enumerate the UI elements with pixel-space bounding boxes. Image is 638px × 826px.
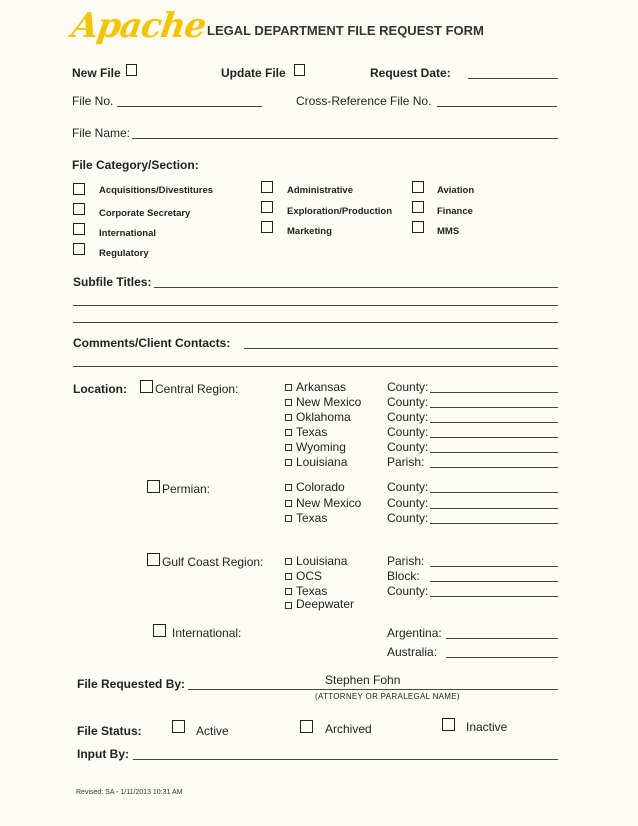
county-label: County: bbox=[387, 440, 429, 454]
county-label: County: bbox=[387, 511, 429, 525]
file-name-label: File Name: bbox=[72, 126, 131, 140]
file-no-label: File No. bbox=[72, 94, 114, 108]
cat-marketing-label: Marketing bbox=[287, 226, 332, 237]
apache-logo: Apache bbox=[69, 6, 209, 46]
gulf-coast-label: Gulf Coast Region: bbox=[162, 555, 264, 569]
australia-field[interactable] bbox=[446, 657, 558, 658]
state-oklahoma: Oklahoma bbox=[296, 410, 351, 424]
comments-line-2[interactable] bbox=[73, 366, 558, 367]
state-checkbox[interactable] bbox=[285, 602, 292, 609]
argentina-field[interactable] bbox=[446, 638, 558, 639]
cat-international-label: International bbox=[99, 228, 157, 239]
state-checkbox[interactable] bbox=[285, 399, 292, 406]
comments-field[interactable] bbox=[244, 348, 558, 349]
australia-label: Australia: bbox=[387, 645, 438, 659]
block-field[interactable] bbox=[430, 581, 558, 582]
input-by-field[interactable] bbox=[133, 759, 558, 760]
cat-mms-label: MMS bbox=[437, 226, 460, 237]
status-archived-checkbox[interactable] bbox=[300, 720, 313, 733]
cat-administrative-checkbox[interactable] bbox=[261, 181, 273, 193]
state-checkbox[interactable] bbox=[285, 459, 292, 466]
status-active-checkbox[interactable] bbox=[172, 720, 185, 733]
county-field[interactable] bbox=[430, 508, 558, 509]
cat-acquisitions-label: Acquisitions/Divestitures bbox=[99, 185, 214, 196]
comments-label: Comments/Client Contacts: bbox=[73, 336, 231, 350]
state-checkbox[interactable] bbox=[285, 484, 292, 491]
parish-field[interactable] bbox=[430, 467, 558, 468]
form-title: LEGAL DEPARTMENT FILE REQUEST FORM bbox=[207, 23, 484, 38]
county-label: County: bbox=[387, 496, 429, 510]
state-checkbox[interactable] bbox=[285, 558, 292, 565]
permian-label: Permian: bbox=[162, 482, 211, 496]
cross-ref-field[interactable] bbox=[437, 106, 557, 107]
subfile-field[interactable] bbox=[154, 287, 558, 288]
cat-acquisitions-checkbox[interactable] bbox=[73, 183, 85, 195]
state-louisiana: Louisiana bbox=[296, 455, 348, 469]
subfile-line-3[interactable] bbox=[73, 322, 558, 323]
central-region-checkbox[interactable] bbox=[140, 380, 153, 393]
county-label: County: bbox=[387, 410, 429, 424]
location-label: Location: bbox=[73, 382, 127, 396]
cat-exploration-label: Exploration/Production bbox=[287, 206, 393, 217]
new-file-label: New File bbox=[72, 66, 121, 80]
parish-label: Parish: bbox=[387, 455, 425, 469]
state-checkbox[interactable] bbox=[285, 384, 292, 391]
status-inactive-label: Inactive bbox=[466, 720, 508, 734]
cat-regulatory-label: Regulatory bbox=[99, 248, 149, 259]
county-label: County: bbox=[387, 380, 429, 394]
requested-by-name: Stephen Fohn bbox=[325, 673, 401, 687]
status-inactive-checkbox[interactable] bbox=[442, 718, 455, 731]
state-colorado: Colorado bbox=[296, 480, 345, 494]
file-no-field[interactable] bbox=[117, 106, 262, 107]
state-new-mexico: New Mexico bbox=[296, 395, 362, 409]
file-name-field[interactable] bbox=[132, 138, 558, 139]
cross-ref-label: Cross-Reference File No. bbox=[296, 94, 432, 108]
central-region-label: Central Region: bbox=[155, 382, 239, 396]
state-checkbox[interactable] bbox=[285, 444, 292, 451]
state-checkbox[interactable] bbox=[285, 500, 292, 507]
county-field[interactable] bbox=[430, 407, 558, 408]
state-louisiana: Louisiana bbox=[296, 554, 348, 568]
county-field[interactable] bbox=[430, 452, 558, 453]
state-wyoming: Wyoming bbox=[296, 440, 346, 454]
cat-corporate-label: Corporate Secretary bbox=[99, 208, 191, 219]
request-date-label: Request Date: bbox=[370, 66, 451, 80]
cat-administrative-label: Administrative bbox=[287, 185, 353, 196]
cat-corporate-checkbox[interactable] bbox=[73, 203, 85, 215]
state-texas: Texas bbox=[296, 511, 328, 525]
block-label: Block: bbox=[387, 569, 420, 583]
cat-aviation-checkbox[interactable] bbox=[412, 181, 424, 193]
state-checkbox[interactable] bbox=[285, 588, 292, 595]
county-label: County: bbox=[387, 584, 429, 598]
state-arkansas: Arkansas bbox=[296, 380, 347, 394]
state-ocs: OCS bbox=[296, 569, 323, 583]
parish-field[interactable] bbox=[430, 566, 558, 567]
county-field[interactable] bbox=[430, 422, 558, 423]
international-checkbox[interactable] bbox=[153, 624, 166, 637]
state-texas: Texas bbox=[296, 584, 328, 598]
county-label: County: bbox=[387, 480, 429, 494]
requested-by-field[interactable] bbox=[188, 689, 558, 690]
cat-finance-checkbox[interactable] bbox=[412, 201, 424, 213]
county-label: County: bbox=[387, 425, 429, 439]
county-label: County: bbox=[387, 395, 429, 409]
state-checkbox[interactable] bbox=[285, 429, 292, 436]
cat-international-checkbox[interactable] bbox=[73, 223, 85, 235]
state-checkbox[interactable] bbox=[285, 573, 292, 580]
subfile-label: Subfile Titles: bbox=[73, 275, 152, 289]
gulf-coast-checkbox[interactable] bbox=[147, 553, 160, 566]
permian-checkbox[interactable] bbox=[147, 480, 160, 493]
requested-by-caption: (ATTORNEY OR PARALEGAL NAME) bbox=[315, 692, 460, 701]
cat-finance-label: Finance bbox=[437, 206, 473, 217]
status-archived-label: Archived bbox=[325, 722, 372, 736]
county-field[interactable] bbox=[430, 437, 558, 438]
county-field[interactable] bbox=[430, 492, 558, 493]
status-active-label: Active bbox=[196, 724, 229, 738]
county-field[interactable] bbox=[430, 392, 558, 393]
state-checkbox[interactable] bbox=[285, 515, 292, 522]
cat-exploration-checkbox[interactable] bbox=[261, 201, 273, 213]
state-new-mexico: New Mexico bbox=[296, 496, 362, 510]
county-field[interactable] bbox=[430, 596, 558, 597]
input-by-label: Input By: bbox=[77, 747, 129, 761]
cat-mms-checkbox[interactable] bbox=[412, 221, 424, 233]
requested-by-label: File Requested By: bbox=[77, 677, 186, 691]
cat-aviation-label: Aviation bbox=[437, 185, 475, 196]
cat-regulatory-checkbox[interactable] bbox=[73, 243, 85, 255]
new-file-checkbox[interactable] bbox=[126, 64, 137, 76]
subfile-line-2[interactable] bbox=[73, 305, 558, 306]
request-date-field[interactable] bbox=[468, 78, 558, 79]
file-status-label: File Status: bbox=[77, 724, 142, 738]
parish-label: Parish: bbox=[387, 554, 425, 568]
cat-marketing-checkbox[interactable] bbox=[261, 221, 273, 233]
argentina-label: Argentina: bbox=[387, 626, 442, 640]
state-texas: Texas bbox=[296, 425, 328, 439]
revised-footer: Revised: SA - 1/11/2013 10:31 AM bbox=[76, 789, 183, 796]
state-deepwater: Deepwater bbox=[296, 597, 355, 611]
category-heading: File Category/Section: bbox=[72, 158, 199, 172]
update-file-checkbox[interactable] bbox=[294, 64, 305, 76]
international-label: International: bbox=[172, 626, 242, 640]
state-checkbox[interactable] bbox=[285, 414, 292, 421]
county-field[interactable] bbox=[430, 523, 558, 524]
update-file-label: Update File bbox=[221, 66, 286, 80]
